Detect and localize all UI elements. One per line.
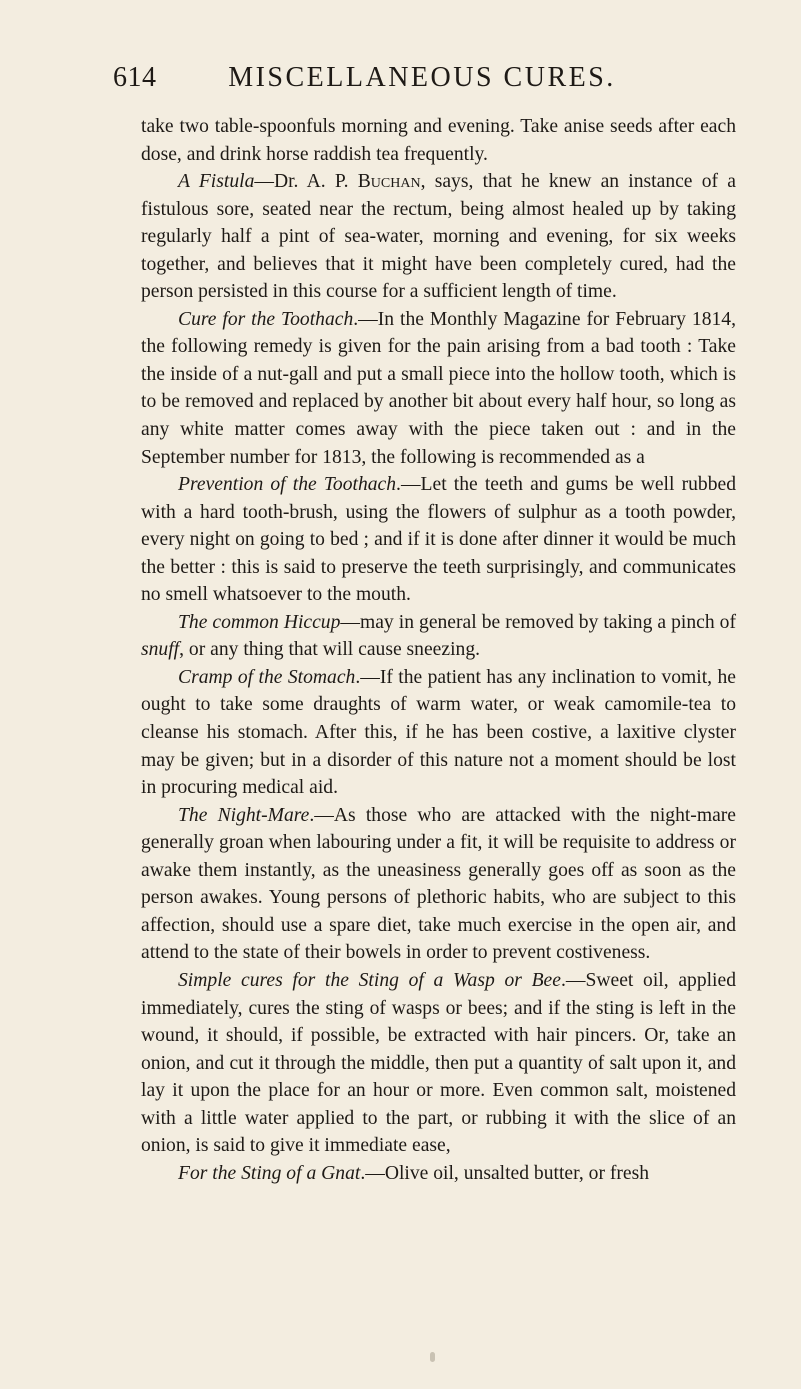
paragraph-toothach-prevention (141, 471, 736, 609)
paragraph-cramp (141, 664, 736, 802)
paragraph-text: .—Sweet oil, applied immediately, cures the sting of wasps or bees; and if the sting is left in the wound, it should, if possible, be extracted with hair pincers. Or, take an onion, and cut it through the middle, then put a quantity of salt upon it, and lay it upon the place for an hour or more. Even common salt, moistened with a little water applied to the part, or rubbing it with the slice of an onion, is said to give it immediate ease, (141, 969, 736, 1157)
section-title: The Night-Mare (178, 804, 310, 826)
page-header (113, 62, 731, 96)
paragraph-text: .—Olive oil, unsalted butter, or fresh (360, 1162, 650, 1184)
paragraph-fistula (141, 168, 736, 306)
section-title: Cure for the Toothach (178, 308, 354, 330)
paragraph-text: take two table-spoonfuls morning and evening. Take anise seeds after each dose, and drink horse raddish tea frequently. (141, 116, 736, 165)
paragraph-hiccup (141, 609, 736, 664)
dash: — (254, 171, 274, 193)
section-title: Simple cures for the Sting of a Wasp or Bee (178, 969, 561, 991)
body-text (141, 113, 736, 1187)
section-title: A Fistula (178, 171, 255, 193)
author-prefix: Dr. A. P. (273, 171, 358, 193)
paper-blemish (430, 1352, 435, 1362)
section-title: Prevention of the Toothach (178, 474, 397, 496)
section-title: The common Hiccup (178, 611, 341, 633)
paragraph-text: .—As those who are attacked with the night-mare generally groan when labouring under a fit, it will be requisite to address or awake them instantly, as the uneasiness generally goes off as soon as the person awakes. Young persons of plethoric habits, who are subject to this affection, should use a spare diet, take much exercise in the open air, and attend to the state of their bowels in order to prevent costiveness. (141, 804, 736, 964)
paragraph-night-mare (141, 802, 736, 967)
paragraph-toothach-cure (141, 306, 736, 471)
author-name: Buchan (357, 171, 421, 193)
paragraph-text-end: , or any thing that will cause sneezing. (179, 639, 481, 661)
paragraph-text: .—Let the teeth and gums be well rubbed with a hard tooth-brush, using the flowers of sulphur as a tooth powder, every night on going to bed ; and if it is done after dinner it would be much the better : this is said to preserve the teeth surprisingly, and communicates no smell whatsoever to the mouth. (141, 474, 736, 606)
section-title: Cramp of the Stomach (178, 666, 356, 688)
section-title: For the Sting of a Gnat (178, 1162, 361, 1184)
paragraph-gnat-sting (141, 1160, 736, 1188)
paragraph-continuation (141, 113, 736, 168)
italic-word: snuff (141, 639, 180, 661)
paragraph-text: .—If the patient has any inclination to vomit, he ought to take some draughts of warm water, or weak camomile-tea to cleanse his stomach. After this, if he has been costive, a laxitive clyster may be given; but in a disorder of this nature not a moment should be lost in procuring medical aid. (141, 666, 736, 799)
paragraph-text: .—In the Monthly Magazine for February 1814, the following remedy is given for the pain arising from a bad tooth : Take the inside of a nut-gall and put a small piece into the hollow tooth, which is to be removed and replaced by another bit about every half hour, so long as any white matter comes away with the piece taken out : and in the September number for 1813, the following is recommended as a (141, 308, 736, 468)
paragraph-wasp-sting (141, 967, 736, 1160)
paragraph-text: —may in general be removed by taking a pinch of (340, 611, 736, 633)
running-title: MISCELLANEOUS CURES. (228, 62, 616, 93)
page-number: 614 (113, 62, 157, 93)
paragraph-text: , says, that he knew an instance of a fistulous sore, seated near the rectum, being almost healed up by taking regularly half a pint of sea-water, morning and evening, for six weeks together, and believes that it might have been completely cured, had the person persisted in this course for a sufficient length of time. (141, 171, 736, 303)
